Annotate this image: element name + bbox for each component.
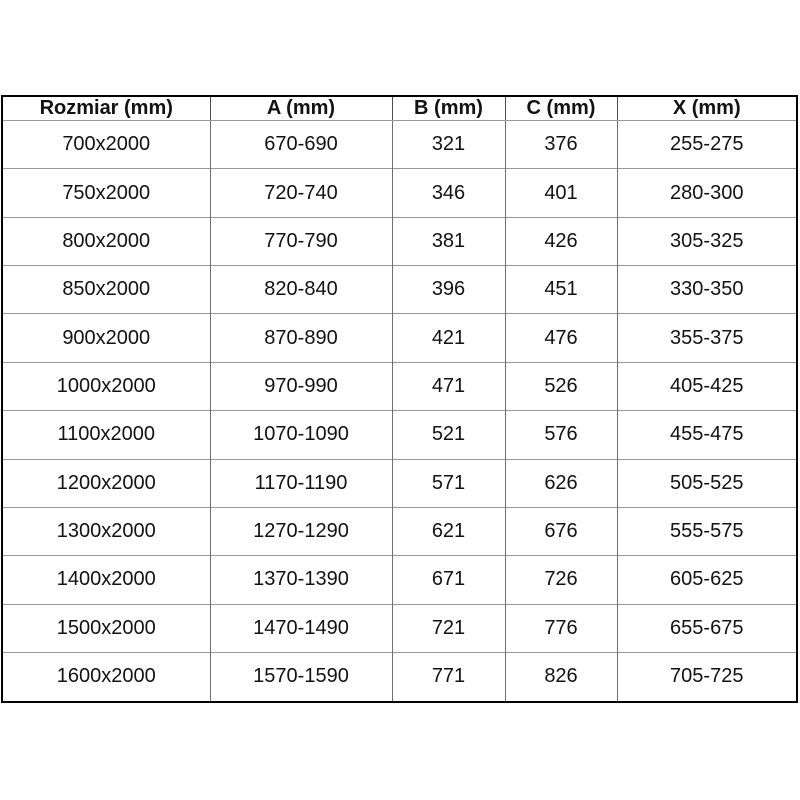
cell-b: 771 bbox=[392, 652, 505, 702]
cell-a: 870-890 bbox=[210, 314, 392, 362]
header-rozmiar: Rozmiar (mm) bbox=[2, 96, 210, 121]
cell-c: 526 bbox=[505, 362, 617, 410]
cell-x: 280-300 bbox=[617, 169, 797, 217]
cell-x: 605-625 bbox=[617, 556, 797, 604]
table-row bbox=[2, 411, 797, 459]
cell-c: 776 bbox=[505, 604, 617, 652]
cell-c: 676 bbox=[505, 507, 617, 555]
table-row bbox=[2, 362, 797, 410]
cell-x: 455-475 bbox=[617, 411, 797, 459]
size-spec-table bbox=[1, 95, 798, 703]
cell-rozmiar: 1000x2000 bbox=[2, 362, 210, 410]
cell-x: 305-325 bbox=[617, 217, 797, 265]
table-row bbox=[2, 652, 797, 702]
header-c: C (mm) bbox=[505, 96, 617, 121]
header-row bbox=[2, 96, 797, 121]
cell-c: 451 bbox=[505, 266, 617, 314]
cell-b: 671 bbox=[392, 556, 505, 604]
cell-b: 621 bbox=[392, 507, 505, 555]
cell-x: 355-375 bbox=[617, 314, 797, 362]
cell-rozmiar: 900x2000 bbox=[2, 314, 210, 362]
header-b: B (mm) bbox=[392, 96, 505, 121]
cell-rozmiar: 850x2000 bbox=[2, 266, 210, 314]
cell-x: 505-525 bbox=[617, 459, 797, 507]
cell-b: 471 bbox=[392, 362, 505, 410]
cell-x: 705-725 bbox=[617, 652, 797, 702]
cell-rozmiar: 1600x2000 bbox=[2, 652, 210, 702]
cell-rozmiar: 1100x2000 bbox=[2, 411, 210, 459]
cell-x: 255-275 bbox=[617, 121, 797, 169]
cell-b: 571 bbox=[392, 459, 505, 507]
header-x: X (mm) bbox=[617, 96, 797, 121]
cell-c: 726 bbox=[505, 556, 617, 604]
table-row bbox=[2, 217, 797, 265]
cell-a: 820-840 bbox=[210, 266, 392, 314]
table-row bbox=[2, 556, 797, 604]
header-a: A (mm) bbox=[210, 96, 392, 121]
table-row bbox=[2, 121, 797, 169]
cell-rozmiar: 1400x2000 bbox=[2, 556, 210, 604]
cell-rozmiar: 750x2000 bbox=[2, 169, 210, 217]
table-row bbox=[2, 314, 797, 362]
cell-a: 970-990 bbox=[210, 362, 392, 410]
cell-a: 1170-1190 bbox=[210, 459, 392, 507]
cell-c: 826 bbox=[505, 652, 617, 702]
cell-x: 405-425 bbox=[617, 362, 797, 410]
table-row bbox=[2, 459, 797, 507]
cell-a: 1370-1390 bbox=[210, 556, 392, 604]
table-row bbox=[2, 507, 797, 555]
cell-rozmiar: 1200x2000 bbox=[2, 459, 210, 507]
cell-c: 426 bbox=[505, 217, 617, 265]
cell-a: 770-790 bbox=[210, 217, 392, 265]
table-row bbox=[2, 604, 797, 652]
table-row bbox=[2, 169, 797, 217]
cell-b: 381 bbox=[392, 217, 505, 265]
cell-rozmiar: 700x2000 bbox=[2, 121, 210, 169]
cell-c: 401 bbox=[505, 169, 617, 217]
table-body bbox=[2, 121, 797, 703]
cell-x: 555-575 bbox=[617, 507, 797, 555]
cell-c: 376 bbox=[505, 121, 617, 169]
cell-b: 321 bbox=[392, 121, 505, 169]
cell-a: 1470-1490 bbox=[210, 604, 392, 652]
cell-a: 670-690 bbox=[210, 121, 392, 169]
cell-a: 1070-1090 bbox=[210, 411, 392, 459]
cell-c: 576 bbox=[505, 411, 617, 459]
cell-rozmiar: 1500x2000 bbox=[2, 604, 210, 652]
cell-b: 421 bbox=[392, 314, 505, 362]
table-header bbox=[2, 96, 797, 121]
table-row bbox=[2, 266, 797, 314]
cell-a: 1270-1290 bbox=[210, 507, 392, 555]
cell-c: 626 bbox=[505, 459, 617, 507]
cell-rozmiar: 800x2000 bbox=[2, 217, 210, 265]
cell-x: 330-350 bbox=[617, 266, 797, 314]
cell-a: 1570-1590 bbox=[210, 652, 392, 702]
cell-b: 346 bbox=[392, 169, 505, 217]
cell-a: 720-740 bbox=[210, 169, 392, 217]
cell-x: 655-675 bbox=[617, 604, 797, 652]
cell-c: 476 bbox=[505, 314, 617, 362]
cell-rozmiar: 1300x2000 bbox=[2, 507, 210, 555]
cell-b: 721 bbox=[392, 604, 505, 652]
cell-b: 396 bbox=[392, 266, 505, 314]
cell-b: 521 bbox=[392, 411, 505, 459]
